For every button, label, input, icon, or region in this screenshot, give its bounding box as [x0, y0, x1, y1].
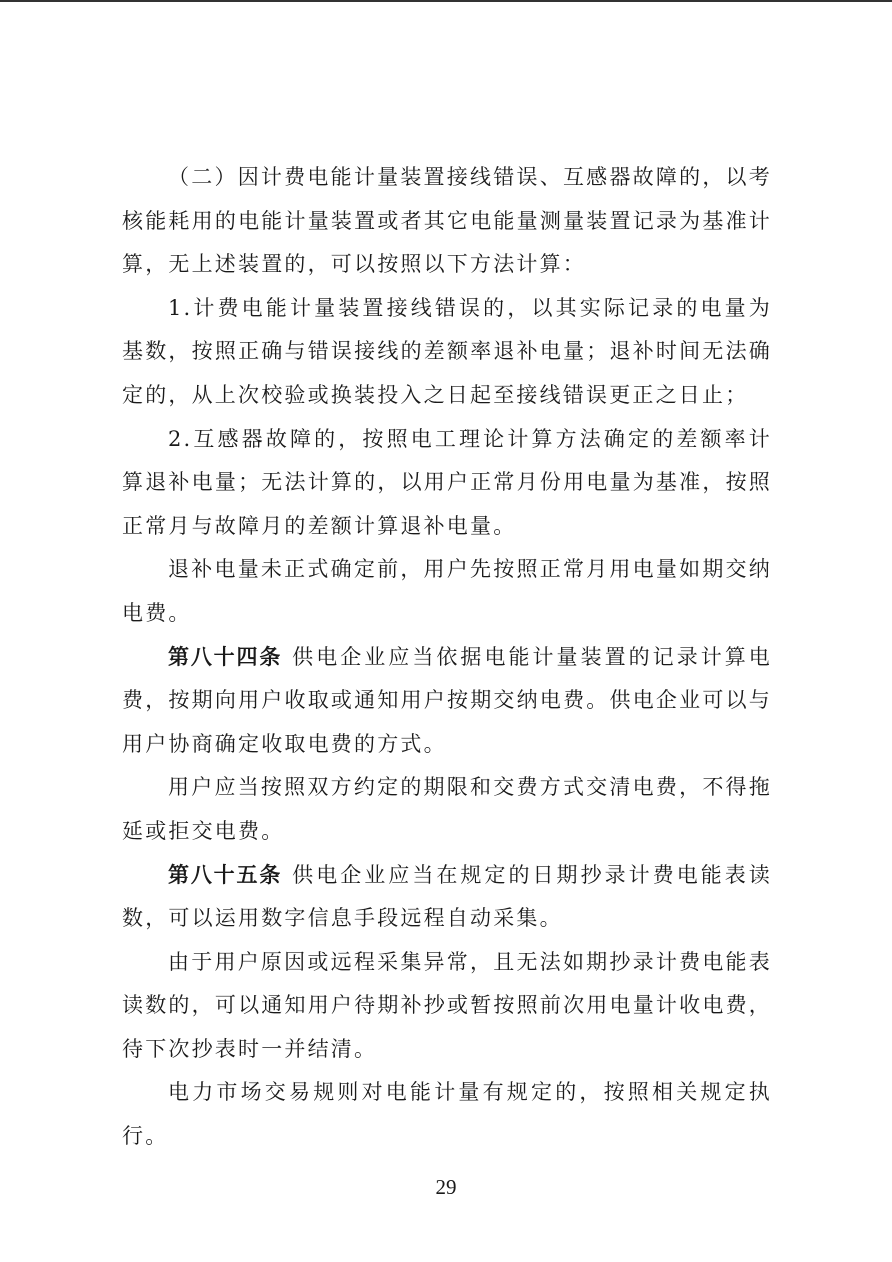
- paragraph-market-rules: [122, 1071, 772, 1158]
- paragraph-item-2b: [122, 418, 772, 549]
- paragraph-item-2: [122, 156, 772, 287]
- paragraph-text: 2.互感器故障的，按照电工理论计算方法确定的差额率计算退补电量；无法计算的，以用户正常月份用电量为基准，按照正常月与故障月的差额计算退补电量。: [122, 426, 772, 538]
- paragraph-text: 电力市场交易规则对电能计量有规定的，按照相关规定执行。: [122, 1080, 772, 1149]
- article-number: 第八十五条: [168, 862, 283, 887]
- paragraph-text: 1.计费电能计量装置接线错误的，以其实际记录的电量为基数，按照正确与错误接线的差额率退补电量；退补时间无法确定的，从上次校验或换装投入之日起至接线错误更正之日止；: [122, 295, 772, 407]
- article-number: 第八十四条: [168, 644, 283, 669]
- paragraph-text: （二）因计费电能计量装置接线错误、互感器故障的，以考核能耗用的电能计量装置或者其它电能量测量装置记录为基准计算，无上述装置的，可以按照以下方法计算：: [122, 165, 772, 277]
- paragraph-text: 退补电量未正式确定前，用户先按照正常月用电量如期交纳电费。: [122, 557, 772, 625]
- paragraph-refund-note: [122, 548, 772, 635]
- paragraph-text: 由于用户原因或远程采集异常，且无法如期抄录计费电能表读数的，可以通知用户待期补抄或暂按照前次用电量计收电费，待下次抄表时一并结清。: [122, 949, 772, 1061]
- paragraph-item-1: [122, 287, 772, 418]
- document-body: [122, 156, 772, 1159]
- paragraph-reading-exception: [122, 941, 772, 1072]
- page-number: 29: [435, 1175, 457, 1199]
- paragraph-text: 供电企业应当在规定的日期抄录计费电能表读数，可以运用数字信息手段远程自动采集。: [122, 862, 773, 931]
- article-85: [122, 854, 772, 941]
- paragraph-text: 用户应当按照双方约定的期限和交费方式交清电费，不得拖延或拒交电费。: [122, 775, 772, 843]
- paragraph-user-payment: [122, 766, 772, 853]
- article-84: [122, 636, 772, 767]
- paragraph-text: 供电企业应当依据电能计量装置的记录计算电费，按期向用户收取或通知用户按期交纳电费。供电企业可以与用户协商确定收取电费的方式。: [122, 644, 773, 756]
